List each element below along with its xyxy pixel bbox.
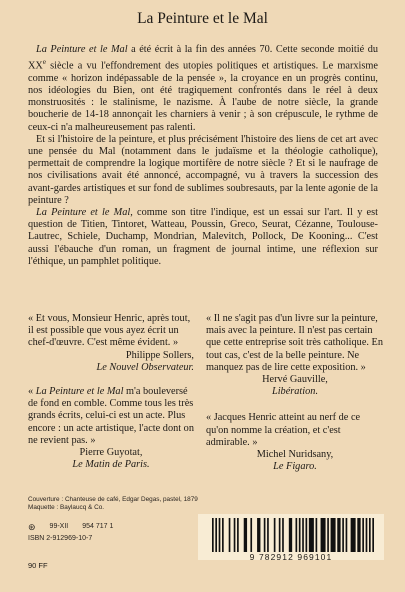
barcode-bar [357, 518, 360, 552]
publisher-symbol-icon: ⊛ [28, 522, 36, 532]
catalog-codes [28, 522, 113, 544]
cover-credit: Couverture : Chanteuse de café, Edgar Degas, pastel, 1879 [28, 496, 198, 503]
quote-publication: Le Matin de Paris. [72, 459, 150, 471]
superscript: e [42, 58, 46, 67]
quotes-left-column [28, 313, 194, 483]
quotes-right-column [206, 313, 384, 485]
barcode-bar [331, 518, 336, 552]
book-title-italic: La Peinture et le Mal [36, 44, 128, 55]
quote-open: « [28, 386, 36, 398]
book-title-italic: La Peinture et le Mal [36, 207, 131, 219]
barcode-bar [219, 518, 221, 552]
barcode-bar [302, 518, 304, 552]
barcode-bar [212, 518, 214, 552]
blurb [28, 44, 378, 268]
press-quote [206, 412, 384, 473]
quote-text: « Et vous, Monsieur Henric, après tout, il est possible que vous ayez écrit un chef-d'œuvre. C'est même évident. » [28, 313, 191, 349]
press-quote [206, 313, 384, 398]
barcode-bar [342, 518, 344, 552]
quote-author: Hervé Gauville, [262, 374, 328, 386]
press-quote [28, 386, 194, 471]
barcode-digits: 9 782912 969101 [249, 552, 333, 562]
barcode-bar [282, 518, 284, 552]
barcode-bar [244, 518, 247, 552]
book-title: La Peinture et le Mal [137, 10, 268, 27]
quote-attribution [28, 350, 194, 374]
barcode-bar [362, 518, 364, 552]
press-quote [28, 313, 194, 374]
quote-author: Michel Nuridsany, [256, 449, 334, 461]
barcode-bar [366, 518, 368, 552]
blurb-paragraph-3 [28, 207, 378, 268]
barcode-bar [306, 518, 308, 552]
quote-attribution [206, 374, 384, 398]
barcode-icon [212, 518, 374, 552]
blurb-text: a été écrit à la fin des années 70. Cette seconde moitié du XX [28, 44, 378, 72]
barcode-bar [369, 518, 371, 552]
barcode-bar [321, 518, 326, 552]
quote-text [28, 386, 194, 447]
barcode-bar [372, 518, 374, 552]
catalog-code: 99-XII [49, 523, 69, 530]
catalog-number: 954 717 1 [82, 523, 114, 530]
barcode-bar [289, 518, 292, 552]
barcode-bar [279, 518, 281, 552]
quote-author: Philippe Sollers, [125, 349, 194, 361]
barcode-bar [257, 518, 260, 552]
barcode-bar [299, 518, 301, 552]
layout-credit: Maquette : Baylaucq & Co. [28, 504, 105, 511]
barcode-bar [222, 518, 224, 552]
blurb-text: , comme son titre l'indique, est un essai sur l'art. Il y est question de Titien, Tintoret, Watteau, Poussin, Greco, Seurat, Cézanne, Toulouse-Lautrec, Schiele, Duchamp, Mondrian, Malevitch, Pollock, De Kooning... C'est aussi l'ébauche d'un roman, un fragment de journal intime, une réflexion sur l'éthique, un pamphlet politique. [28, 207, 378, 267]
quote-attribution [206, 449, 384, 473]
barcode-area [198, 514, 384, 560]
book-title-italic: La Peinture et le Mal [35, 386, 124, 398]
quote-text: « Il ne s'agit pas d'un livre sur la peinture, mais avec la peinture. Il n'est pas certain que cette entreprise soit très catholique. En tout cas, c'est de la belle peinture. Ne manquez pas de lire cette exposition. » [206, 313, 383, 373]
barcode-bar [274, 518, 276, 552]
barcode-bar [267, 518, 269, 552]
barcode-bar [351, 518, 356, 552]
quote-attribution [28, 447, 194, 471]
barcode-bar [229, 518, 231, 552]
barcode-bar [237, 518, 239, 552]
blurb-paragraph-1 [28, 44, 378, 134]
blurb-text: siècle a vu l'effondrement des utopies politiques et artistiques. Le marxisme comme « horizon indépassable de la pensée », la croyance en un progrès continu, nos idéologies du Bien, ont été tragiquement confrontés dans le réel à deux monstruosités : le stalinisme, le nazisme. À l'aube de notre siècle, la grande boucherie de 14-18 annonçait les charniers à venir ; à son crépuscule, le rythme de ceux-ci n'a malheureusement pas ralenti. [28, 60, 378, 133]
blurb-paragraph-2: Et si l'histoire de la peinture, et plus précisément l'histoire des liens de cet art avec une pensée du Mal (notamment dans le judaïsme et la théologie catholique), permettait de comprendre la logique mortifère de notre siècle ? Et si le naufrage de nos civilisations avait été annoncé, accompagné, vu à travers la succession des avant-gardes artistiques et sur fond de sublimes soubresauts, par la lente agonie de la peinture ? [28, 133, 378, 206]
quote-publication: Le Nouvel Observateur. [96, 361, 194, 373]
isbn: ISBN 2-912969-10-7 [28, 535, 93, 542]
quote-text: « Jacques Henric atteint au nerf de ce qu'on nomme la création, et c'est admirable. » [206, 412, 361, 448]
barcode-bar [250, 518, 252, 552]
catalog-code-line [28, 522, 113, 532]
quote-author: Pierre Guyotat, [79, 447, 143, 459]
barcode-bar [215, 518, 217, 552]
price: 90 FF [28, 561, 48, 570]
quote-publication: Le Figaro. [273, 461, 317, 473]
barcode-bar [309, 518, 314, 552]
barcode-bar [346, 518, 348, 552]
barcode-bar [337, 518, 340, 552]
quote-publication: Libération. [271, 386, 319, 398]
barcode-bar [234, 518, 236, 552]
credits [28, 496, 198, 512]
quote-body: m'a bouleversé de fond en comble. Comme tous les très grands écrits, celui-ci est un acte. Plus encore : un acte artistique, l'acte dont on ne revient pas. » [28, 386, 194, 446]
barcode-bar [296, 518, 298, 552]
barcode-bar [264, 518, 266, 552]
barcode-bar [327, 518, 329, 552]
barcode-bar [316, 518, 318, 552]
